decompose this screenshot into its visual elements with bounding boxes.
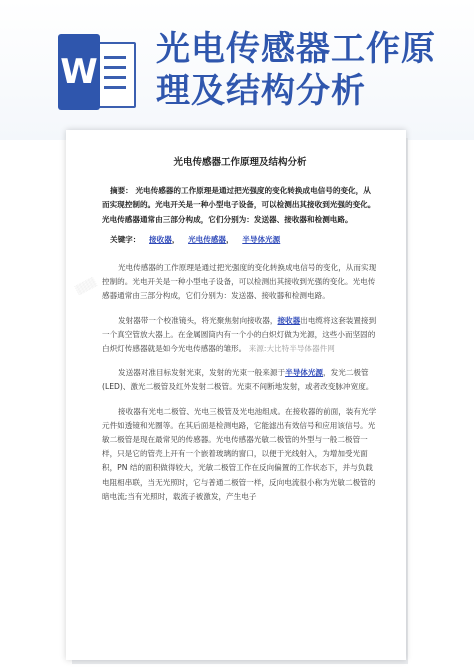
keyword-link[interactable]: 接收器 bbox=[277, 315, 301, 325]
paragraph-1: 光电传感器的工作原理是通过把光强度的变化转换成电信号的变化，从而实现控制的。光电开关是一种小型电子设备，可以检测出其接收到光强的变化。光电传感器通常由三部分构成，它们分别为：发送器、接收器和检测电路。 bbox=[102, 263, 377, 301]
keywords-label: 关键字： bbox=[110, 234, 141, 244]
word-document-icon bbox=[58, 34, 134, 110]
abstract-label: 摘要： bbox=[110, 186, 133, 196]
paragraph-3: 发送器对准目标发射光束，发射的光束一般来源于半导体光源，发光二极管(LED)、激光二极管及红外发射二极管。光束不间断地发射，或者改变脉冲宽度。 bbox=[102, 368, 374, 392]
word-badge: W bbox=[58, 34, 100, 110]
keyword-link[interactable]: 半导体光源 bbox=[285, 368, 324, 378]
keywords-row: 关键字： 接收器， 光电传感器， 半导体光源 bbox=[110, 234, 281, 244]
keyword-link[interactable]: 光电传感器 bbox=[188, 234, 227, 244]
keyword-link[interactable]: 接收器 bbox=[149, 234, 172, 244]
watermark: ▒▒▒ bbox=[74, 277, 98, 297]
paragraph-4: 接收器有光电二极管、光电三极管及光电池组成。在接收器的前面，装有光学元件如透镜和光圈等。在其后面是检测电路，它能滤出有效信号和应用该信号。光敏二极管是现在最常见的传感器。光电传感器光敏二极管的外型与一般二极管一样，只是它的管壳上开有一个嵌着玻璃的窗口，以便于光线射入，为增加受光面积，PN 结的面积做得较大，光敏二极管工作在反向偏置的工作状态下，并与负载电阻相串联，当无光照时，它与普通二极管一样，反向电流很小称为光敏二极管的暗电流;当有光照时，载流子被激发，产生电子 bbox=[102, 406, 377, 501]
hero-title: 光电传感器工作原理及结构分析 bbox=[156, 29, 436, 111]
abstract bbox=[102, 184, 378, 227]
paragraph-2: 发射器带一个校准镜头，将光聚焦射向接收器，接收器出电缆将这套装置接到一个真空管放大器上。在金属圆筒内有一个小的白炽灯做为光源，这些小而坚固的白炽灯传感器就是如今光电传感器的雏形。 来源:大比特半导体器件网 bbox=[102, 315, 377, 354]
source-note: 来源:大比特半导体器件网 bbox=[248, 344, 335, 354]
document-title: 光电传感器工作原理及结构分析 bbox=[173, 157, 307, 168]
keyword-link[interactable]: 半导体光源 bbox=[242, 234, 281, 244]
hero-banner bbox=[0, 0, 474, 140]
abstract-text: 光电传感器的工作原理是通过把光强度的变化转换成电信号的变化，从而实现控制的。光电开关是一种小型电子设备，可以检测出其接收到光强的变化。光电传感器通常由三部分构成，它们分别为：发送器、接收器和检测电路。 bbox=[102, 186, 376, 224]
document-page bbox=[66, 130, 406, 660]
